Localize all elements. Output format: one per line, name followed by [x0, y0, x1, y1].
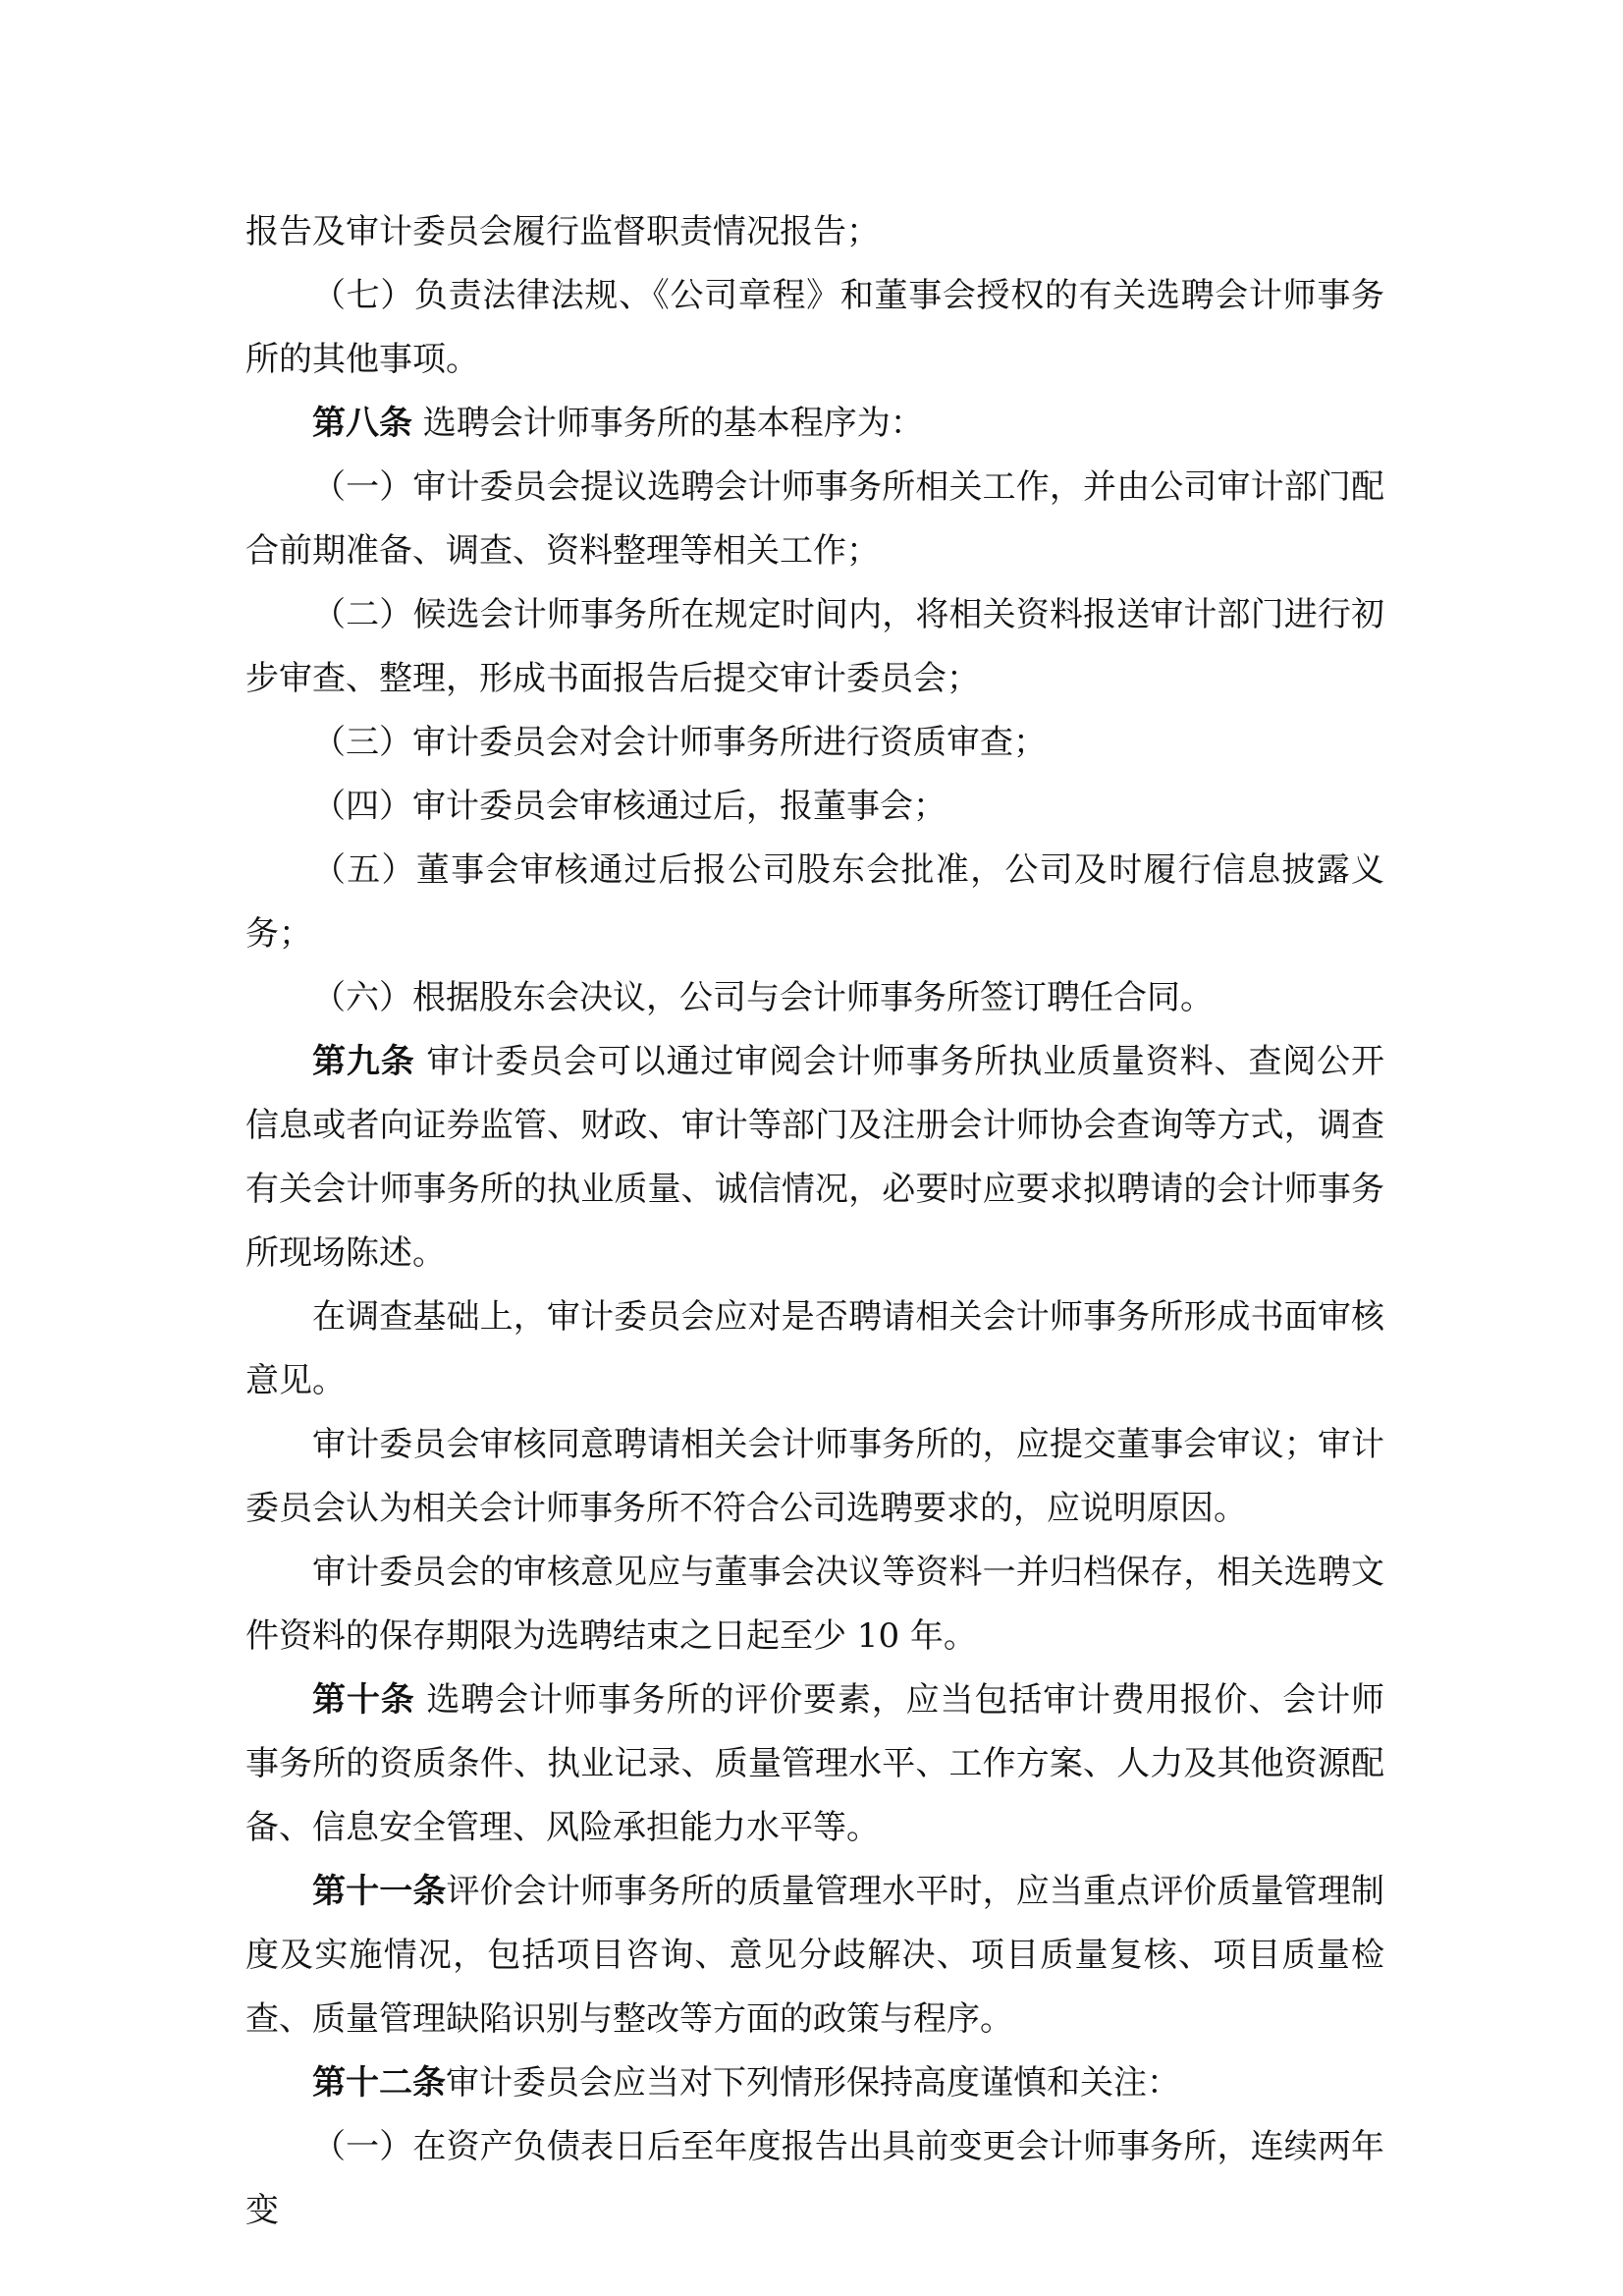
- paragraph: [245, 1413, 1384, 1541]
- paragraph-text: （四）审计委员会审核通过后，报董事会；: [312, 787, 947, 826]
- paragraph-text: 报告及审计委员会履行监督职责情况报告；: [245, 212, 880, 251]
- paragraph-text: 审计委员会审核同意聘请相关会计师事务所的，应提交董事会审议；审计委员会认为相关会计师事务所不符合公司选聘要求的，应说明原因。: [245, 1425, 1384, 1528]
- paragraph-text: 审计委员会的审核意见应与董事会决议等资料一并归档保存，相关选聘文件资料的保存期限为选聘结束之日起至少 10 年。: [245, 1553, 1384, 1656]
- list-item: [245, 775, 1384, 839]
- article-10-paragraph: [245, 1668, 1384, 1860]
- paragraph: [245, 1285, 1384, 1413]
- list-item: [245, 711, 1384, 775]
- paragraph-text: 评价会计师事务所的质量管理水平时，应当重点评价质量管理制度及实施情况，包括项目咨询、意见分歧解决、项目质量复核、项目质量检查、质量管理缺陷识别与整改等方面的政策与程序。: [245, 1872, 1385, 2039]
- article-label: 第十二条: [312, 2063, 446, 2103]
- document-page: [245, 200, 1384, 2243]
- paragraph-text: 审计委员会应当对下列情形保持高度谨慎和关注：: [446, 2063, 1180, 2103]
- article-label: 第十一条: [312, 1872, 447, 1911]
- paragraph-text: 审计委员会可以通过审阅会计师事务所执业质量资料、查阅公开信息或者向证券监管、财政、审计等部门及注册会计师协会查询等方式，调查有关会计师事务所的执业质量、诚信情况，必要时应要求拟聘请的会计师事务所现场陈述。: [245, 1042, 1385, 1273]
- paragraph-text: （二）候选会计师事务所在规定时间内，将相关资料报送审计部门进行初步审查、整理，形成书面报告后提交审计委员会；: [245, 595, 1384, 698]
- article-8-paragraph: [245, 392, 1384, 456]
- list-item: [245, 839, 1384, 966]
- list-item: [245, 456, 1384, 583]
- paragraph-text: （六）根据股东会决议，公司与会计师事务所签订聘任合同。: [312, 978, 1214, 1017]
- article-12-paragraph: [245, 2051, 1384, 2115]
- paragraph: [245, 200, 1384, 264]
- paragraph-text: （一）审计委员会提议选聘会计师事务所相关工作，并由公司审计部门配合前期准备、调查、资料整理等相关工作；: [245, 467, 1384, 571]
- list-item: [245, 966, 1384, 1030]
- paragraph-text: （一）在资产负债表日后至年度报告出具前变更会计师事务所，连续两年变: [245, 2127, 1384, 2230]
- paragraph-text: （五）董事会审核通过后报公司股东会批准，公司及时履行信息披露义务；: [245, 850, 1384, 954]
- paragraph-text: （七）负责法律法规、《公司章程》和董事会授权的有关选聘会计师事务所的其他事项。: [245, 276, 1384, 379]
- paragraph-text: 选聘会计师事务所的基本程序为：: [412, 404, 924, 443]
- paragraph: [245, 1541, 1384, 1668]
- list-item: [245, 583, 1384, 711]
- paragraph: [245, 264, 1384, 392]
- article-label: 第八条: [312, 404, 412, 443]
- article-label: 第十条: [312, 1680, 415, 1720]
- paragraph-text: 在调查基础上，审计委员会应对是否聘请相关会计师事务所形成书面审核意见。: [245, 1297, 1384, 1400]
- paragraph-text: 选聘会计师事务所的评价要素，应当包括审计费用报价、会计师事务所的资质条件、执业记录、质量管理水平、工作方案、人力及其他资源配备、信息安全管理、风险承担能力水平等。: [245, 1680, 1385, 1847]
- article-label: 第九条: [312, 1042, 415, 1081]
- paragraph-text: （三）审计委员会对会计师事务所进行资质审查；: [312, 723, 1047, 762]
- article-11-paragraph: [245, 1860, 1384, 2051]
- article-9-paragraph: [245, 1030, 1384, 1285]
- list-item: [245, 2115, 1384, 2243]
